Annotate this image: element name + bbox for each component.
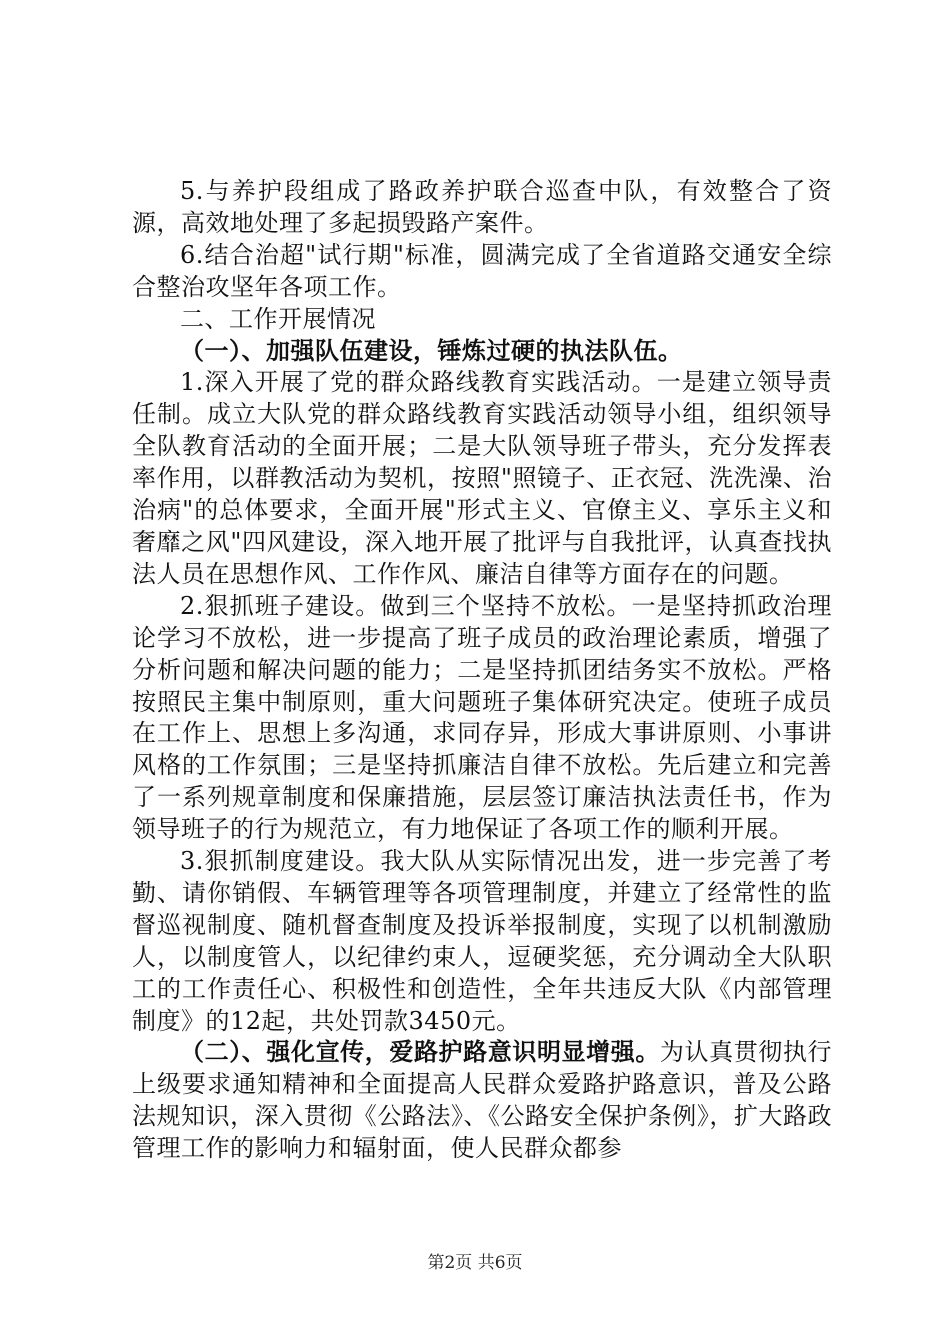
paragraph-leadership-building: 2.狠抓班子建设。做到三个坚持不放松。一是坚持抓政治理论学习不放松，进一步提高了班子成员的政治理论素质，增强了分析问题和解决问题的能力；二是坚持抓团结务实不放松。严格按照民主集中制原则，重大问题班子集体研究决定。使班子成员在工作上、思想上多沟通，求同存异，形成大事讲原则、小事讲风格的工作氛围；三是坚持抓廉洁自律不放松。先后建立和完善了一系列规章制度和保廉措施，层层签订廉洁执法责任书，作为领导班子的行为规范立，有力地保证了各项工作的顺利开展。 [132,591,832,844]
subheading-team-building: （一）、加强队伍建设，锤炼过硬的执法队伍。 [180,336,683,365]
page-footer: 第2页 共6页 [427,1253,523,1273]
paragraph-item-5: 5.与养护段组成了路政养护联合巡查中队，有效整合了资源，高效地处理了多起损毁路产案件。 [132,177,832,237]
paragraph-item-6: 6.结合治超"试行期"标准，圆满完成了全省道路交通安全综合整治攻坚年各项工作。 [132,240,832,301]
subheading-publicity: （二）、强化宣传，爱路护路意识明显增强。 [180,1038,660,1067]
document-body [132,176,832,1165]
publicity-body-text: 为认真贯彻执行上级要求通知精神和全面提高人民群众爱路护路意识，普及公路法规知识，深入贯彻《公路法》、《公路安全保护条例》，扩大路政管理工作的影响力和辐射面，使人民群众都参 [132,1038,832,1163]
paragraph-party-education: 1.深入开展了党的群众路线教育实践活动。一是建立领导责任制。成立大队党的群众路线教育实践活动领导小组，组织领导全队教育活动的全面开展；二是大队领导班子带头，充分发挥表率作用，以群教活动为契机，按照"照镜子、正衣冠、洗洗澡、治治病"的总体要求，全面开展"形式主义、官僚主义、享乐主义和奢靡之风"四风建设，深入地开展了批评与自我批评，认真查找执法人员在思想作风、工作作风、廉洁自律等方面存在的问题。 [132,368,832,588]
paragraph-publicity [132,1037,832,1165]
section-heading: 二、工作开展情况 [180,304,376,333]
paragraph-system-building: 3.狠抓制度建设。我大队从实际情况出发，进一步完善了考勤、请你销假、车辆管理等各项管理制度，并建立了经常性的监督巡视制度、随机督查制度及投诉举报制度，实现了以机制激励人，以制度管人，以纪律约束人，逗硬奖惩，充分调动全大队职工的工作责任心、积极性和创造性，全年共违反大队《内部管理制度》的12起，共处罚款3450元。 [132,847,832,1035]
